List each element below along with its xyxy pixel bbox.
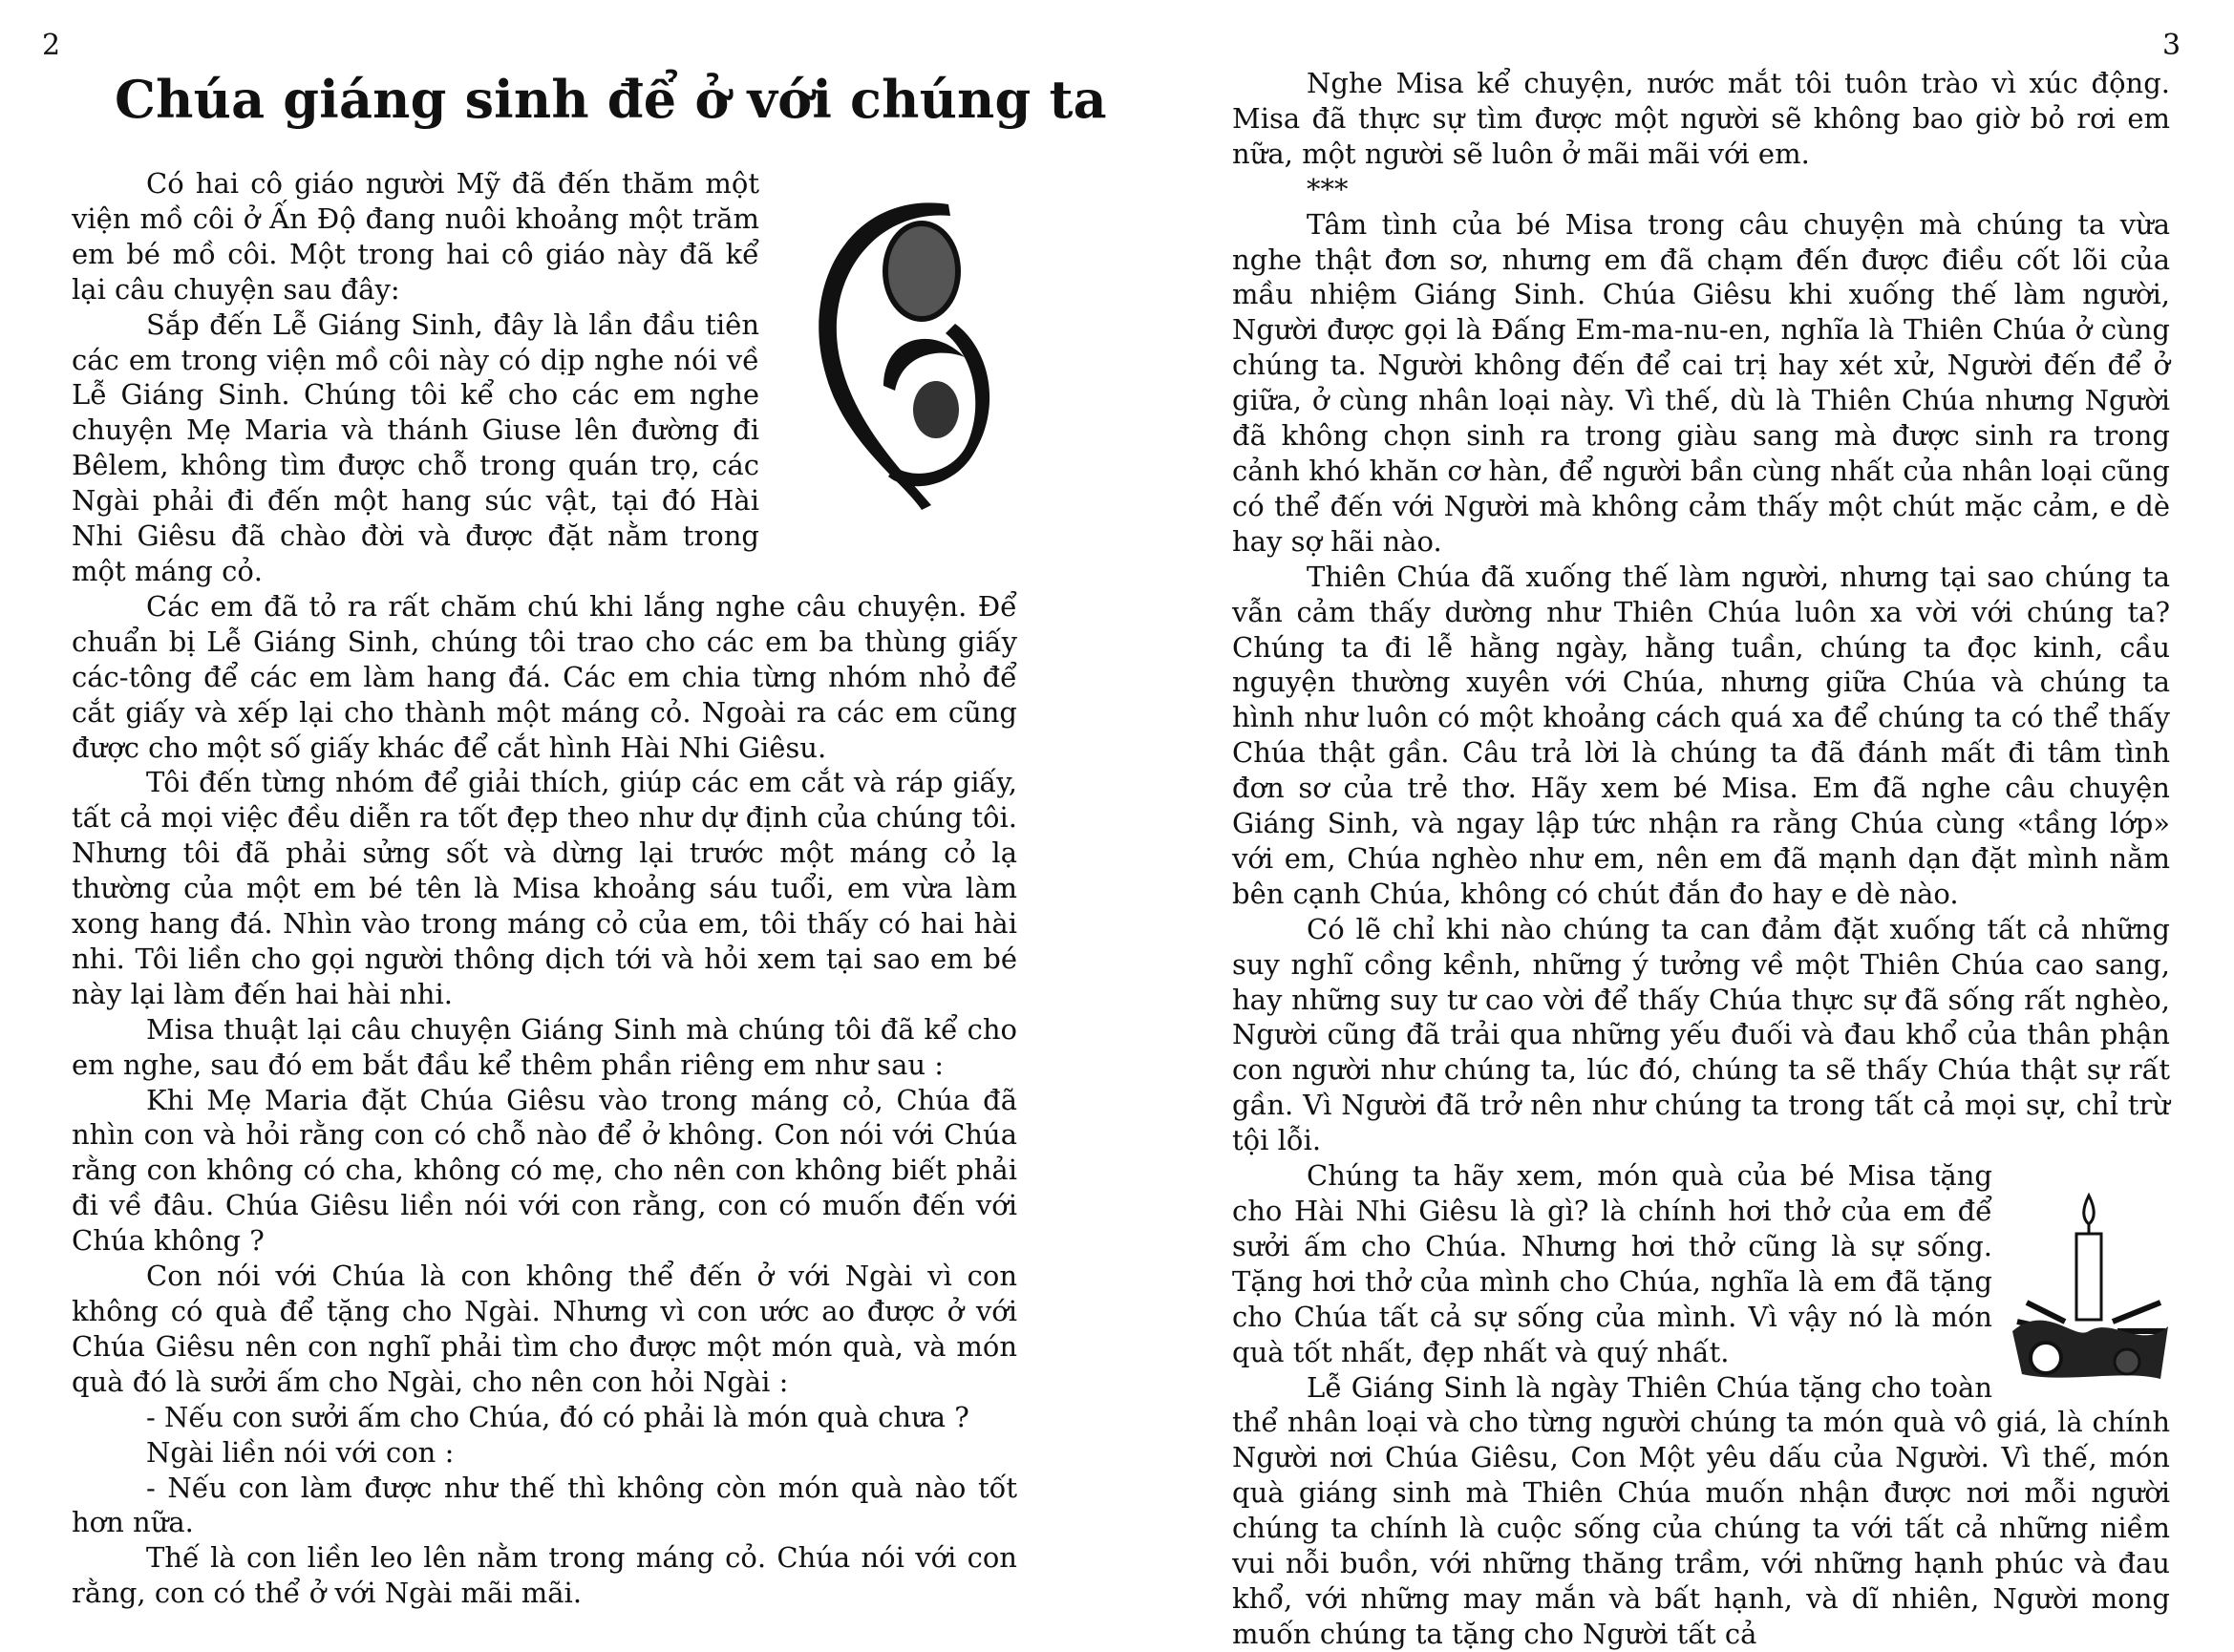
page-number-left: 2 [42, 29, 61, 62]
left-paragraph: Các em đã tỏ ra rất chăm chú khi lắng nghe câu chuyện. Để chuẩn bị Lễ Giáng Sinh, chúng tôi trao cho các em ba thùng giấy các-tông để các em làm hang đá. Các em chia từng nhóm nhỏ để cắt giấy và xếp lại cho thành một máng cỏ. Ngoài ra các em cũng được cho một số giấy khác để cắt hình Hài Nhi Giêsu. [72, 589, 1017, 764]
left-page [72, 0, 1107, 1610]
left-paragraph: Có hai cô giáo người Mỹ đã đến thăm một viện mồ côi ở Ấn Độ đang nuôi khoảng một trăm em bé mồ côi. Một trong hai cô giáo này đã kể lại câu chuyện sau đây: [72, 167, 759, 306]
nativity-illustration [788, 166, 1017, 519]
section-divider: *** [1307, 172, 1349, 205]
left-paragraph: Tôi đến từng nhóm để giải thích, giúp các em cắt và ráp giấy, tất cả mọi việc đều diễn ra tốt đẹp theo như dự định của chúng tôi. Nhưng tôi đã phải sửng sốt và dừng lại trước một máng cỏ lạ thường của một em bé tên là Misa khoảng sáu tuổi, em vừa làm xong hang đá. Nhìn vào trong máng cỏ của em, tôi thấy có hai hài nhi. Tôi liền cho gọi người thông dịch tới và hỏi xem tại sao em bé này lại làm đến hai hài nhi. [72, 766, 1017, 1010]
right-text-column [1232, 66, 2170, 1652]
left-text-column [72, 166, 1017, 1611]
right-paragraph: Tâm tình của bé Misa trong câu chuyện mà chúng ta vừa nghe thật đơn sơ, nhưng em đã chạm đến được điều cốt lõi của mầu nhiệm Giáng Sinh. Chúa Giêsu khi xuống thế làm người, Người được gọi là Đấng Em-ma-nu-en, nghĩa là Thiên Chúa ở cùng chúng ta. Người không đến để cai trị hay xét xử, Người đến để ở giữa, ở cùng nhân loại này. Vì thế, dù là Thiên Chúa nhưng Người đã không chọn sinh ra trong giàu sang mà được sinh ra trong cảnh khó khăn cơ hàn, để người bần cùng nhất của nhân loại cũng có thể đến với Người mà không cảm thấy một chút mặc cảm, e dè hay sợ hãi nào. [1232, 207, 2170, 558]
left-paragraph: Misa thuật lại câu chuyện Giáng Sinh mà chúng tôi đã kể cho em nghe, sau đó em bắt đầu kể thêm phần riêng em như sau : [72, 1012, 1017, 1081]
left-paragraph: Thế là con liền leo lên nằm trong máng cỏ. Chúa nói với con rằng, con có thể ở với Ngài mãi mãi. [72, 1541, 1017, 1610]
left-paragraph: Khi Mẹ Maria đặt Chúa Giêsu vào trong máng cỏ, Chúa đã nhìn con và hỏi rằng con có chỗ nào để ở không. Con nói với Chúa rằng con không có cha, không có mẹ, cho nên con không biết phải đi về đâu. Chúa Giêsu liền nói với con rằng, con có muốn đến với Chúa không ? [72, 1083, 1017, 1258]
right-paragraph: Lễ Giáng Sinh là ngày Thiên Chúa tặng cho toàn thể nhân loại và cho từng người chúng ta món quà vô giá, là chính Người nơi Chúa Giêsu, Con Một yêu dấu của Người. Vì thế, món quà giáng sinh mà Thiên Chúa muốn nhận được nơi mỗi người chúng ta chính là cuộc sống của chúng ta với tất cả những niềm vui nỗi buồn, với những thăng trầm, với những hạnh phúc và đau khổ, với những may mắn và bất hạnh, và dĩ nhiên, Người mong muốn chúng ta tặng cho Người tất cả [1232, 1370, 2170, 1650]
page-title: Chúa giáng sinh để ở với chúng ta [115, 69, 1107, 130]
right-page [1232, 0, 2170, 1650]
right-paragraph: Có lẽ chỉ khi nào chúng ta can đảm đặt xuống tất cả những suy nghĩ cồng kềnh, những ý tưởng về một Thiên Chúa cao sang, hay những suy tư cao vời để thấy Chúa thực sự đã sống rất nghèo, Người cũng đã trải qua những yếu đuối và đau khổ của thân phận con người như chúng ta, lúc đó, chúng ta sẽ thấy Chúa thật sự rất gần. Vì Người đã trở nên như chúng ta trong tất cả mọi sự, chỉ trừ tội lỗi. [1232, 912, 2170, 1157]
page-number-right: 3 [2162, 29, 2181, 62]
candle-illustration [2008, 1188, 2170, 1388]
left-paragraph: Ngài liền nói với con : [146, 1435, 455, 1469]
left-paragraph: Sắp đến Lễ Giáng Sinh, đây là lần đầu tiên các em trong viện mồ côi này có dịp nghe nói về Lễ Giáng Sinh. Chúng tôi kể cho các em nghe chuyện Mẹ Maria và thánh Giuse lên đường đi Bêlem, không tìm được chỗ trong quán trọ, các Ngài phải đi đến một hang súc vật, tại đó Hài Nhi Giêsu đã chào đời và được đặt nằm trong một máng cỏ. [72, 307, 759, 587]
left-paragraph: - Nếu con làm được như thế thì không còn món quà nào tốt hơn nữa. [72, 1471, 1017, 1539]
right-paragraph: Thiên Chúa đã xuống thế làm người, nhưng tại sao chúng ta vẫn cảm thấy dường như Thiên Chúa luôn xa vời với chúng ta? Chúng ta đi lễ hằng ngày, hằng tuần, chúng ta đọc kinh, cầu nguyện thường xuyên với Chúa, nhưng giữa Chúa và chúng ta hình như luôn có một khoảng cách quá xa để chúng ta có thể thấy Chúa thật gần. Câu trả lời là chúng ta đã đánh mất đi tâm tình đơn sơ của trẻ thơ. Hãy xem bé Misa. Em đã nghe câu chuyện Giáng Sinh, và ngay lập tức nhận ra rằng Chúa cùng «tầng lớp» với em, Chúa nghèo như em, nên em đã mạnh dạn đặt mình nằm bên cạnh Chúa, không có chút đắn đo hay e dè nào. [1232, 560, 2170, 910]
right-paragraph: Nghe Misa kể chuyện, nước mắt tôi tuôn trào vì xúc động. Misa đã thực sự tìm được một người sẽ không bao giờ bỏ rơi em nữa, một người sẽ luôn ở mãi mãi với em. [1232, 67, 2170, 170]
left-paragraph: Con nói với Chúa là con không thể đến ở với Ngài vì con không có quà để tặng cho Ngài. Nhưng vì con ước ao được ở với Chúa Giêsu nên con nghĩ phải tìm cho được một món quà, và món quà đó là sưởi ấm cho Ngài, cho nên con hỏi Ngài : [72, 1260, 1017, 1398]
right-paragraph: Chúng ta hãy xem, món quà của bé Misa tặng cho Hài Nhi Giêsu là gì? là chính hơi thở của em để sưởi ấm cho Chúa. Nhưng hơi thở cũng là sự sống. Tặng hơi thở của mình cho Chúa, nghĩa là em đã tặng cho Chúa tất cả sự sống của mình. Vì vậy nó là món quà tốt nhất, đẹp nhất và quý nhất. [1232, 1159, 1992, 1368]
left-paragraph: - Nếu con sưởi ấm cho Chúa, đó có phải là món quà chưa ? [146, 1400, 969, 1433]
